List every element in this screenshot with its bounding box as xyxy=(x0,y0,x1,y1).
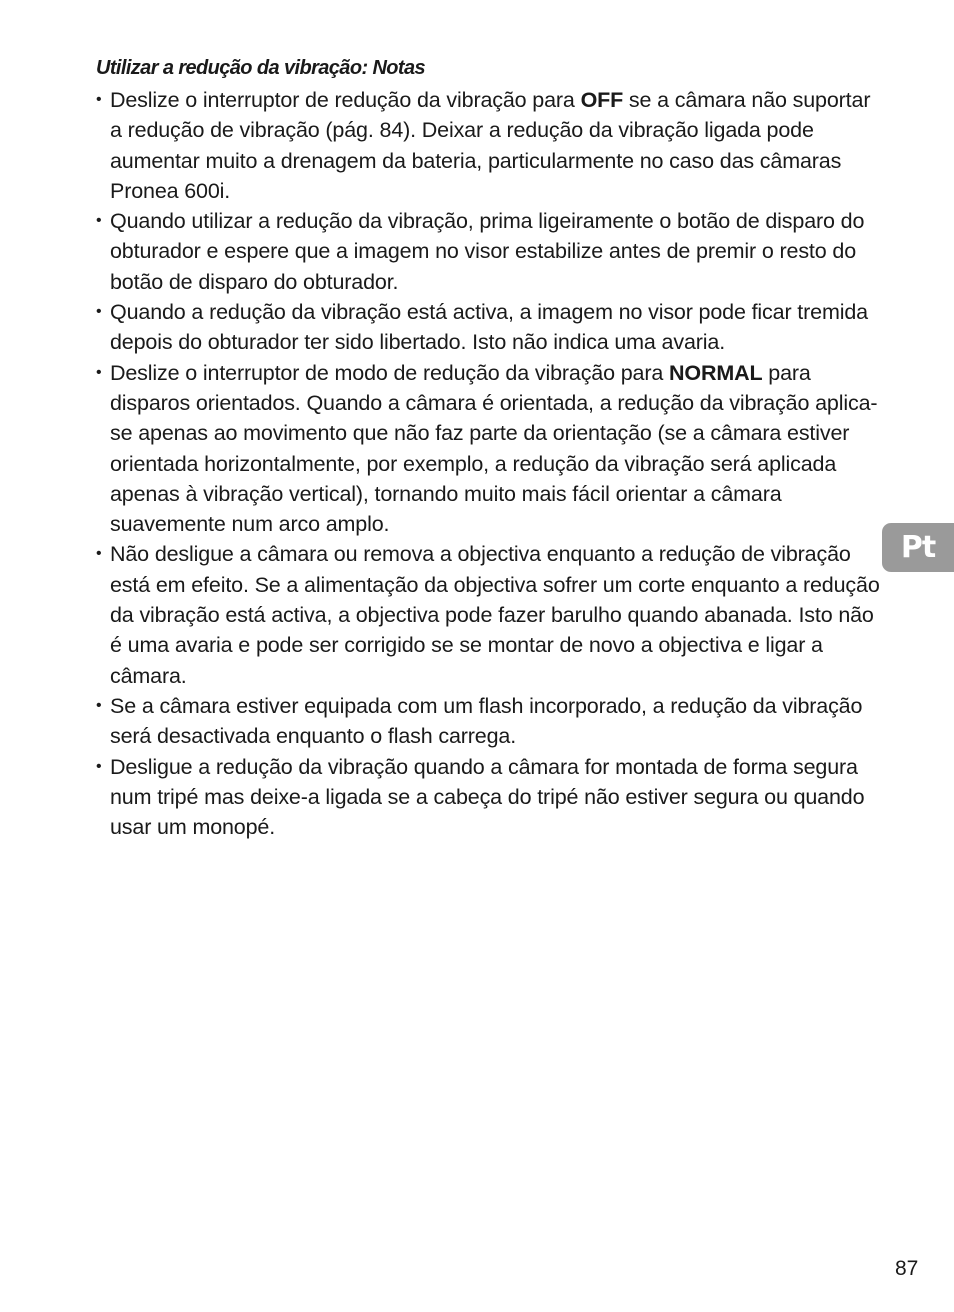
list-item xyxy=(96,85,886,206)
list-item xyxy=(96,691,886,752)
note-text: Deslize o interruptor de redução da vibração para xyxy=(110,88,581,112)
note-text: Deslize o interruptor de modo de redução da vibração para xyxy=(110,360,669,385)
note-text: Quando a redução da vibração está activa, a imagem no visor pode ficar tremida depois do obturador ter sido libertado. Isto não indica uma avaria. xyxy=(110,300,868,355)
bullet-icon: • xyxy=(96,545,102,563)
list-item xyxy=(96,297,886,358)
bullet-icon: • xyxy=(96,757,102,775)
note-text: se a câmara não suportar a redução de vibração (pág. 84). Deixar a redução da vibração ligada pode aumentar muito a drenagem da bateria, particularmente no caso das câmaras Pronea 600i. xyxy=(110,88,871,203)
document-body xyxy=(96,54,886,842)
bullet-icon: • xyxy=(96,91,102,108)
note-text: Se a câmara estiver equipada com um flash incorporado, a redução da vibração será desactivada enquanto o flash carrega. xyxy=(110,693,863,749)
note-text: Não desligue a câmara ou remova a objectiva enquanto a redução de vibração está em efeito. Se a alimentação da objectiva sofrer um corte enquanto a redução da vibração está activa, a objectiva pode fazer barulho quando abanada. Isto não é uma avaria e pode ser corrigido se se montar de novo a objectiva e ligar a câmara. xyxy=(110,542,880,688)
language-tab: Pt xyxy=(882,523,954,572)
notes-list xyxy=(96,85,886,842)
list-item xyxy=(96,752,886,843)
section-title: Utilizar a redução da vibração: Notas xyxy=(96,57,426,79)
list-item xyxy=(96,539,886,690)
note-emphasis: OFF xyxy=(580,88,624,112)
bullet-icon: • xyxy=(96,212,102,230)
note-emphasis: NORMAL xyxy=(669,360,763,385)
bullet-icon: • xyxy=(96,696,102,714)
page-number: 87 xyxy=(895,1257,919,1280)
bullet-icon: • xyxy=(96,363,102,381)
note-text: Quando utilizar a redução da vibração, prima ligeiramente o botão de disparo do obturador e espere que a imagem no visor estabilize antes de premir o resto do botão de disparo do obturador. xyxy=(110,209,865,294)
note-text: para disparos orientados. Quando a câmara é orientada, a redução da vibração aplica-se apenas ao movimento que não faz parte da orientação (se a câmara estiver orientada horizontalmente, por exemplo, a redução da vibração será aplicada apenas à vibração vertical), tornando muito mais fácil orientar a câmara suavemente num arco amplo. xyxy=(110,360,878,537)
bullet-icon: • xyxy=(96,303,102,321)
note-text: Desligue a redução da vibração quando a câmara for montada de forma segura num tripé mas deixe-a ligada se a cabeça do tripé não estiver segura ou quando usar um monopé. xyxy=(110,754,865,840)
list-item xyxy=(96,358,886,540)
list-item xyxy=(96,206,886,297)
